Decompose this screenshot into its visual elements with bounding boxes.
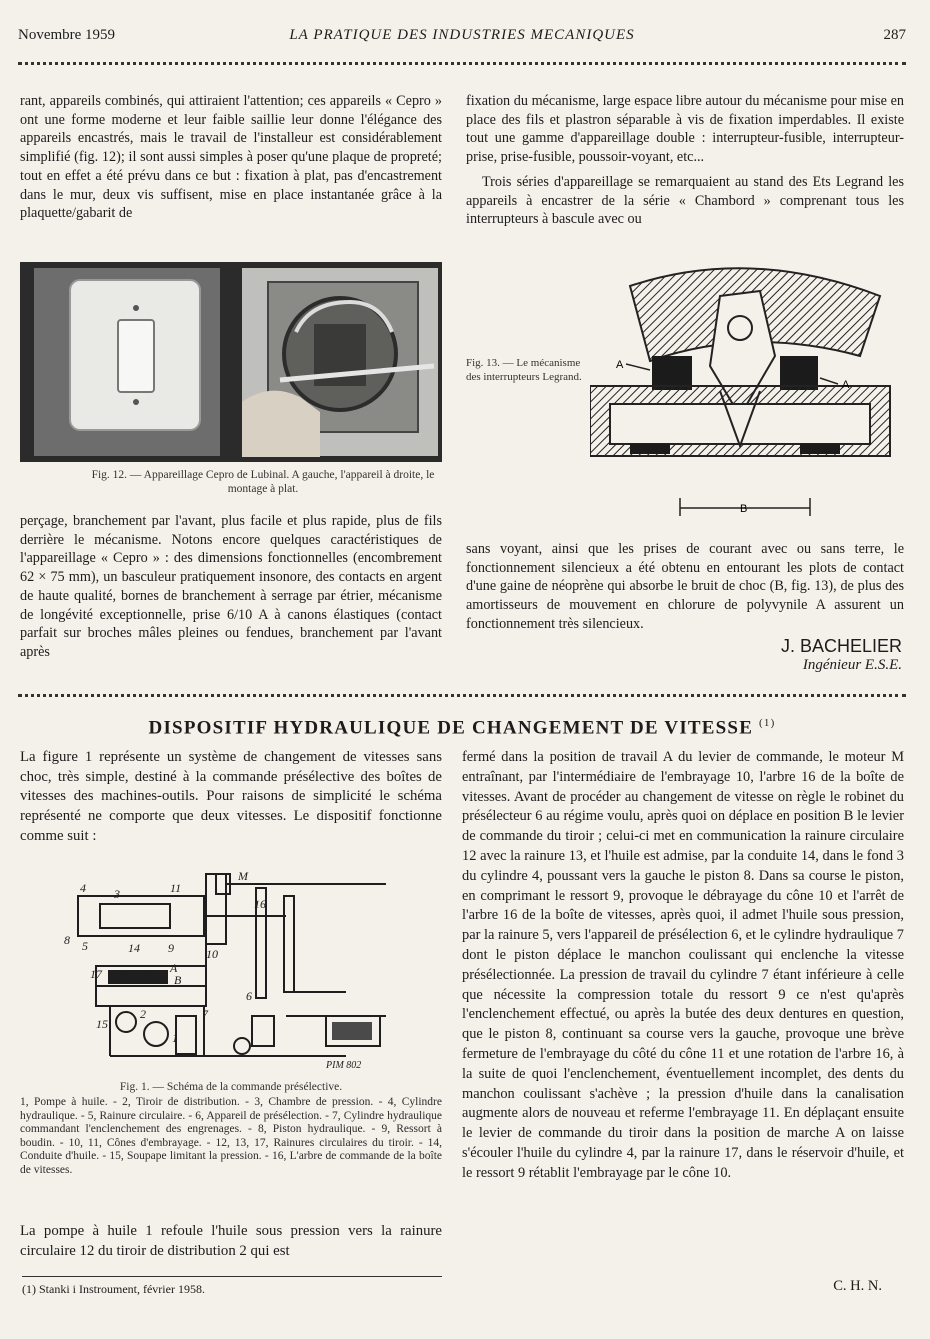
fig1-label-m: M [238, 869, 248, 883]
right-paragraph-2: Trois séries d'appareillage se remarquaient au stand des Ets Legrand les appareils à encastrer de la série « Chambord » comprenant tous les interrupteurs à bascule avec ou [466, 173, 904, 228]
article-left-final-text: La pompe à huile 1 refoule l'huile sous pression vers la rainure circulaire 12 du tiroir de distribution 2 qui est [20, 1223, 442, 1259]
fig1-label-13: 13 [114, 967, 126, 981]
figure-13-drawing [590, 266, 908, 518]
fig1-label-2: 2 [140, 1007, 146, 1021]
fig13-label-b: B [740, 503, 748, 515]
figure-13 [590, 266, 908, 518]
fig1-label-8: 8 [64, 933, 70, 947]
page-header [18, 27, 906, 47]
fig13-label-a-left: A [616, 359, 624, 371]
figure-1 [56, 866, 386, 1072]
top-right-column [466, 92, 904, 235]
page-number: 287 [883, 27, 906, 43]
section-divider [18, 694, 906, 697]
figure-1-caption: Fig. 1. — Schéma de la commande présélective. [119, 1081, 343, 1093]
fig1-label-ref: PIM 802 [326, 1060, 362, 1071]
footnote: (1) Stanki i Instroument, février 1958. [22, 1282, 205, 1296]
left-column-paragraph-2 [20, 512, 442, 668]
figure-12-photo [20, 262, 442, 462]
article-left-final [20, 1222, 442, 1261]
article-title-note: (1) [759, 717, 776, 729]
fig1-label-6: 6 [246, 989, 252, 1003]
footnote-rule [22, 1276, 442, 1277]
fig1-label-17: 17 [90, 967, 102, 981]
fig1-label-3: 3 [114, 887, 120, 901]
top-left-column [20, 92, 442, 229]
fig1-label-1: 1 [172, 1031, 178, 1045]
signature [781, 636, 902, 674]
fig1-label-15: 15 [96, 1017, 108, 1031]
fig1-label-b: B [174, 973, 182, 987]
fig1-label-9: 9 [168, 941, 174, 955]
fig1-label-5: 5 [82, 939, 88, 953]
figure-12-caption: Fig. 12. — Appareillage Cepro de Lubinal. A gauche, l'appareil à droite, le montage à plat. [91, 469, 435, 495]
journal-title: LA PRATIQUE DES INDUSTRIES MECANIQUES [289, 27, 635, 43]
article-intro-text: La figure 1 représente un système de changement de vitesses sans choc, très simple, destiné à la commande présélective des boîtes de vitesses des machines-outils. Pour raisons de simplicité le schéma représenté ne comporte que deux vitesses. Le dispositif fonctionne comme suit : [20, 749, 442, 844]
left-paragraph-2: perçage, branchement par l'avant, plus facile et plus rapide, plus de fils derrière le mécanisme. Notons encore quelques caractéristiques de l'appareillage « Cepro » : des dimensions fonctionnelles (encombrement 62 × 75 mm), un basculeur pratiquement insonore, des contacts en argent de haute qualité, bornes de branchement à serrage par étrier, mécanisme de longévité exceptionnelle, prise 6/10 A à canons élastiques (contact parfait sur broches mâles pleines ou fendues, branchement par l'avant après [20, 513, 442, 660]
author-name: J. BACHELIER [780, 636, 902, 656]
article-right-column [462, 748, 904, 1184]
fig1-label-a: A [170, 961, 178, 975]
article-right-text: fermé dans la position de travail A du levier de commande, le moteur M entraînant, par l'intermédiaire de l'embrayage 10, l'arbre 16 de la boîte de vitesses. Avant de procéder au changement de vitesse on règle le robinet du présélecteur 6 au régime voulu, après quoi on déplace en position B le levier de commande du tiroir ; celui-ci met en communication la rainure circulaire 12 avec la rainure 13, et l'huile est admise, par la conduite 14, dans le fond 3 du cylindre 4, poussant vers la gauche le piston 8. Dans sa course le piston, en comprimant le ressort 9, provoque le débrayage du cône 10 et l'arrêt de l'arbre 16 de la boîte de vitesses, après quoi, il admet l'huile sous pression, par la rainure 5, vers l'appareil de présélection 6, et le cylindre hydraulique 7 dont le piston déplace le manchon coulissant qui enclenche la vitesse présélectionnée. La pression de travail du cylindre 7 étant inférieure à celle que nécessite la compression totale du ressort 9 ce n'est qu'après l'enclenchement effectué, ou après la butée des deux dentures en question, que le piston 8, continuant sa course vers la gauche, provoque une brève fermeture de l'embrayage du côté du cône 11 et une rotation de l'arbre 16, à la suite de quoi l'enclenchement, éventuellement incomplet, des dents du manchon coulissant s'achève ; la pression d'huile dans la canalisation augmente alors de nouveau et referme l'embrayage 11. En déplaçant ensuite le levier de commande du tiroir dans la position de marche A on laisse s'écouler l'huile du cylindre 4, par la rainure 17, dans le réservoir d'huile, et le ressort 9 rétablit l'embrayage par le cône 10. [462, 749, 904, 1181]
issue-date: Novembre 1959 [18, 27, 116, 43]
fig1-label-11: 11 [170, 881, 182, 895]
fig1-label-16: 16 [254, 897, 266, 911]
author-title: Ingénieur E.S.E. [802, 657, 902, 673]
right-column-paragraph-3 [466, 540, 904, 640]
article-intro [20, 748, 442, 847]
fig1-label-14: 14 [128, 941, 140, 955]
top-left-paragraph: rant, appareils combinés, qui attiraient l'attention; ces appareils « Cepro » ont une forme moderne et leur faible saillie leur donne l'élégance des appareils encastrés, mais le travail de l'installeur est considérablement simplifié (fig. 12); il sont aussi simples à poser qu'une plaque de propreté; tout en effet a été prévu dans ce but : fixation à plat, pas d'encastrement dans le mur, deux vis suffisent, mise en place instantanée grâce à la plaquette/gabarit de [20, 93, 442, 222]
figure-13-caption: Fig. 13. — Le mécanisme des interrupteurs Legrand. [466, 357, 582, 383]
right-paragraph-3: sans voyant, ainsi que les prises de courant avec ou sans terre, le fonctionnement silencieux a été obtenu en entourant les plots de contact d'une gaine de néoprène qui absorbe le bruit de choc (B, fig. 13), de plus des amortisseurs de mouvement en chlorure de polyvynile A assurent un fonctionnement très silencieux. [466, 541, 904, 632]
article-initials: C. H. N. [833, 1278, 882, 1294]
right-paragraph-1: fixation du mécanisme, large espace libre autour du mécanisme pour mise en place des fils et plastron séparable à vis de fixation imperdables. Il existe tout une gamme d'appareillage double : interrupteur-fusible, interrupteur-prise, prise-fusible, poussoir-voyant, etc... [466, 93, 904, 166]
figure-12 [20, 262, 442, 462]
fig1-label-7: 7 [202, 1007, 208, 1021]
fig13-label-a-right: A [842, 379, 850, 391]
fig1-label-10: 10 [206, 947, 218, 961]
fig1-label-12: 12 [140, 967, 152, 981]
article-title-text: DISPOSITIF HYDRAULIQUE DE CHANGEMENT DE VITESSE [148, 717, 754, 739]
header-divider [18, 62, 906, 65]
fig1-label-4: 4 [80, 881, 86, 895]
figure-1-legend: 1, Pompe à huile. - 2, Tiroir de distribution. - 3, Chambre de pression. - 4, Cylindre hydraulique. - 5, Rainure circulaire. - 6, Appareil de présélection. - 7, Cylindre hydraulique commandant l'enclenchement des engrenages. - 8, Piston hydraulique. - 9, Ressort à boudin. - 10, 11, Cônes d'embrayage. - 12, 13, 17, Rainures circulaires du tiroir. - 14, Conduite d'huile. - 15, Soupape limitant la pression. - 16, L'arbre de commande de la boîte de vitesses. [20, 1096, 442, 1176]
figure-1-schematic [56, 866, 386, 1072]
article-title [18, 717, 906, 739]
